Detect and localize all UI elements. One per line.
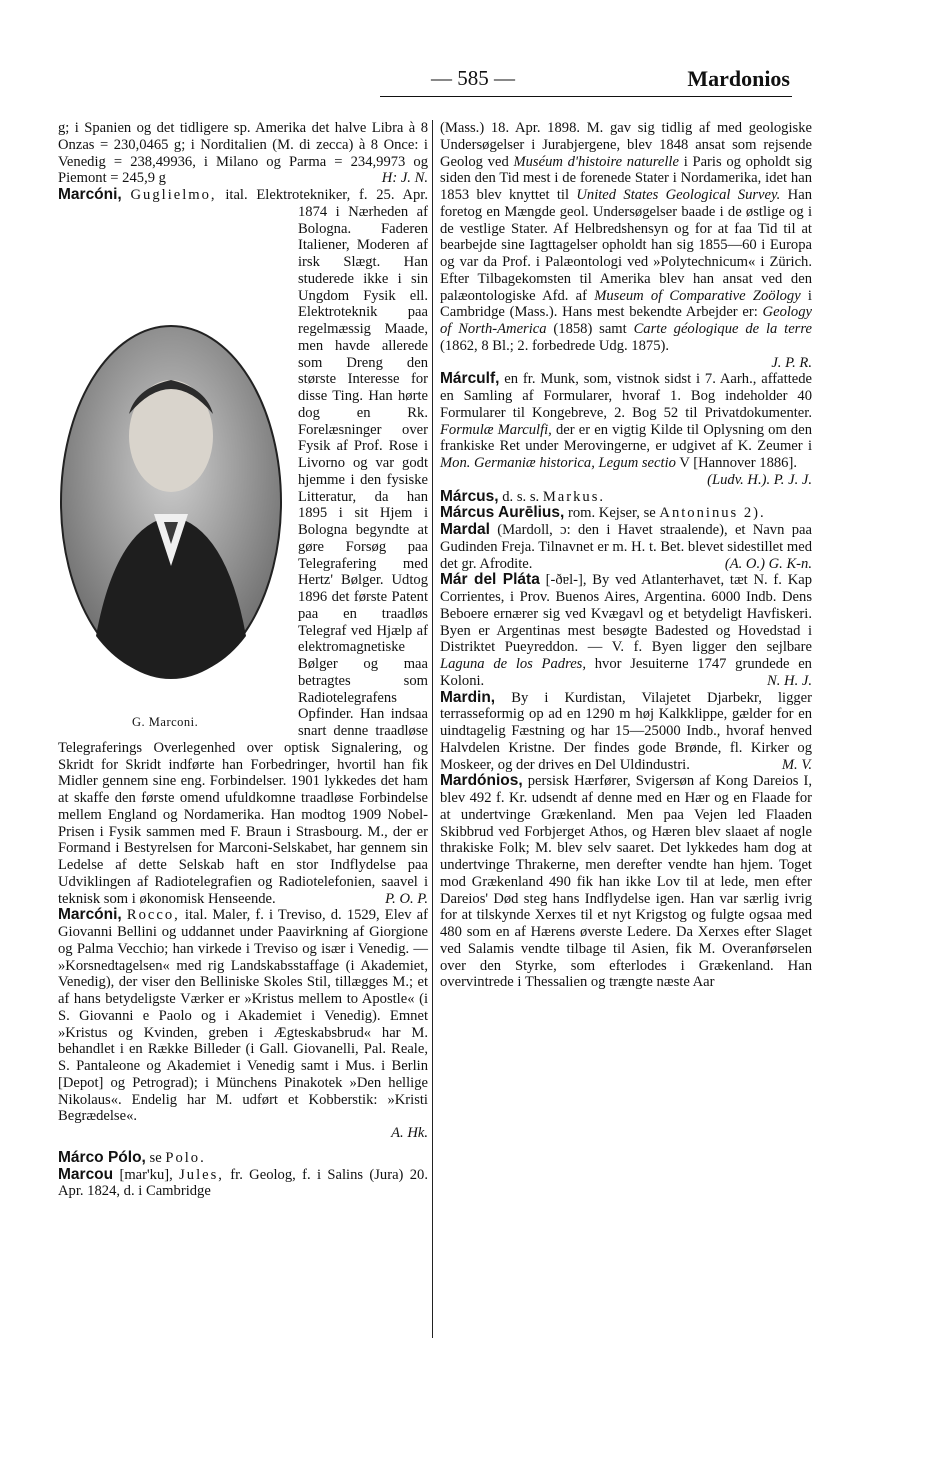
left-column xyxy=(58,120,428,1200)
entry-marcou: Marcou [mar'ku], Jules, fr. Geolog, f. i Salins (Jura) 20. Apr. 1824, d. i Cambridge xyxy=(58,1165,428,1200)
header-rule xyxy=(380,96,792,97)
signature: J. P. R. xyxy=(771,354,812,371)
page-number: — 585 — xyxy=(431,66,515,90)
portrait-caption: G. Marconi. xyxy=(132,714,199,729)
signature: (Ludv. H.). P. J. J. xyxy=(707,471,812,488)
signature: M. V. xyxy=(781,756,812,773)
entry-marculf: Márculf, en fr. Munk, som, vistnok sidst i 7. Aarh., affattede en Samling af Formularer, hvoraf 1. Bog indeholder 40 Formularer til Kongebreve, 2. Bog 52 til Privatdokumenter. Formulæ Marculfi, der er en vigtig Kilde til Oplysning om den frankiske Ret under Merovingerne, er udgivet af K. Zeumer i Mon. Germaniæ historica, Legum sectio V [Hannover 1886]. (Ludv. H.). P. J. J. xyxy=(440,370,813,488)
entry-marcou-continued: (Mass.) 18. Apr. 1898. M. gav sig tidlig af med geologiske Undersøgelser i Jurabjergene, blev 1848 ansat som rejsende Geolog ved Muséum d'histoire naturelle i Paris og opholdt sig siden den Tid mest i de forenede Stater i Nordamerika, idet han 1853 blev knyttet til United States Geological Survey. Han foretog en Mængde geol. Undersøgelser baade i de østlige og i de vestlige Stater. Af Helbredshensyn og for at faa Tid til at bearbejde sine Iagttagelser opholdt han sig 1855—60 i Europa og var da Prof. i Palæontologi ved »Polytechnicum« i Zürich. Efter Tilbagekomsten til Amerika blev han ansat ved den palæontologiske Afd. af Museum of Comparative Zoölogy i Cambridge (Mass.). Hans mest bekendte Arbejder er: Geology of North-America (1858) samt Carte géologique de la terre (1862, 8 Bl.; 2. forbedrede Udg. 1875). xyxy=(440,120,812,354)
portrait-photo xyxy=(56,276,286,708)
headword: Marcóni, xyxy=(58,186,122,203)
entry-marcus-aurelius: Márcus Aurēlius, rom. Kejser, se Antoninus 2). xyxy=(440,504,766,522)
running-head: Mardonios xyxy=(687,66,790,91)
headword: Márco Pólo, xyxy=(58,1148,146,1166)
entry-marcus: Márcus, d. s. s. Markus. xyxy=(440,487,606,505)
entry-mar-del-plata: Már del Pláta [-ðɐl-], By ved Atlanterhavet, tæt N. f. Kap Corrientes, i Prov. Buenos Aires, Argentina. 6000 Indb. Dens Beboere ernærer sig ved Kvægavl og et betydeligt Havfiskeri. Byen er Argentinas mest besøgte Badested og Hovedstad i Distriktet Pueyreddon. — V. f. Byen ligger den sejlbare Laguna de los Padres, hvor Jesuiterne 1747 grundede en Koloni. N. H. J. xyxy=(440,571,813,689)
signature: (A. O.) G. K-n. xyxy=(724,555,812,572)
headword: Mardal xyxy=(440,521,490,538)
headword: Mardin, xyxy=(440,688,496,706)
entry-marco-polo: Márco Pólo, se Polo. xyxy=(58,1148,206,1166)
entry-mardonios: Mardónios, persisk Hærfører, Svigersøn af Kong Dareios I, blev 492 f. Kr. udsendt af denne med en Hær og en Flaade for at undertvinge Grækenland. Men paa Vejen led Flaaden Skibbrud ved Forbjerget Athos, og Hæren blev slaaet af nogle thrakiske Folk; M. blev selv saaret. Det lykkedes ham dog at undertvinge Thrakerne, men derefter vendte han hjem. Toget mod Grækenland 490 fik han ikke Lov til at lede, men efter Dareios' Død steg hans Indflydelse igen. Han var særlig ivrig for at tilskynde Xerxes til et nyt Krigstog og fulgte ogsaa med 480 som en af Hærens øverste Ledere. Da Xerxes efter Slaget ved Salamis vendte tilbage til Asien, fik M. Overanførselen over den Styrke, som efterlodes i Grækenland. Han overvintrede i Thessalien og trængte næste Aar xyxy=(440,772,812,991)
headword: Márculf, xyxy=(440,370,500,388)
signature: P. O. P. xyxy=(385,890,428,907)
portrait-figure xyxy=(52,270,292,736)
right-column xyxy=(440,120,812,991)
column-divider xyxy=(432,120,433,1338)
entry-marconi-rocco: Marcóni, Rocco, ital. Maler, f. i Treviso, d. 1529, Elev af Giovanni Bellini og uddannet under Paavirkning af Giorgione og Palma Vecchio; han virkede i Treviso og især i Venedig. — »Korsnedtagelsen« med rig Landskabsstaffage (i Akademiet, Venedig), der viser den Belliniske Skoles Stil, tillægges M.; et af hans betydeligste Værker er »Kristus mellem to Apostle« (i S. Giovanni e Paolo og i Akademiet i Venedig). Emnet »Kristus og Kvinden, greben i Ægteskabsbrud« har M. behandlet i en Række Billeder (i Gall. Giovanelli, Pal. Reale, S. Pantaleone og Akademiet i Venedig samt i Mus. i Berlin [Depot] og Petrograd); i Münchens Pinakotek »Den hellige Nikolaus«. Endelig har M. udført et Kobberstik: »Kristi Begrædelse«. xyxy=(58,906,428,1125)
entry-marconi-guglielmo: Marcóni, Guglielmo, G. Marconi. ital. Elektrotekniker, f. 25. Apr. 1874 i Nærheden af Bologna. Faderen Italiener, Moderen af irsk Slægt. Han studerede ikke i sin Ungdom Fysik ell. Elektroteknik paa regelmæssig Maade, men havde allerede som Dreng den største Interesse for disse Ting. Han hørte dog en Rk. Forelæsninger over Fysik af Prof. Rose i Livorno og var godt hjemme i den fysiske Litteratur, da han 1895 i sit Hjem i Bologna begyndte at gøre Forsøg paa Telegrafering med Hertz' Bølger. Udtog 1896 det første Patent paa en traadløs Telegraf ved Hjælp af elektromagnetiske Bølger og maa betragtes som Radiotelegrafens Opfinder. Han indsaa snart denne traadløse Telegraferings Overlegenhed over optisk Signalering, og Skridt for Skridt indførte han Forbedringer, hvortil han fik Midler gennem sine eng. Forbindelser. 1901 lykkedes det ham at skaffe den første omend ufuldkomne traadløse Forbindelse mellem England og Nordamerika. Han modtog 1909 Nobel-Prisen i Fysik sammen med F. Braun i Strasbourg. M., der er Formand i Bestyrelsen for Marconi-Selskabet, har gennem sin Ledelse af dette Selskab haft en stor Indflydelse paa Udviklingen af Radiotelegrafien og Radiotelefonien, saavel i teknisk som i økonomisk Henseende. P. O. P. xyxy=(58,187,428,907)
headword: Márcus Aurēlius, xyxy=(440,504,565,522)
forename: Guglielmo, xyxy=(130,187,217,203)
forename: Rocco, xyxy=(126,907,180,924)
page-header xyxy=(46,62,790,96)
signature: A. Hk. xyxy=(391,1125,428,1141)
headword: Marcóni, xyxy=(58,906,122,924)
forename: Jules, xyxy=(179,1166,224,1183)
headword: Már del Pláta xyxy=(440,571,540,589)
entry-mardin: Mardin, By i Kurdistan, Vilajetet Djarbekr, ligger terrasseformig op ad en 1290 m høj Kalkklippe, gælder for en uindtagelig Fæstning og har 15—25000 Indb., hvoraf henved Halvdelen Kristne. Der findes gode Brønde, fl. Kirker og Moskeer, og der drives en Del Uldindustri. M. V. xyxy=(440,688,812,773)
headword: Marcou xyxy=(58,1165,114,1183)
entry-libra-continued: g; i Spanien og det tidligere sp. Amerika det halve Libra à 8 Onzas = 230,0465 g; i Norditalien (M. di zecca) à 8 Once: i Venedig = 238,49936, i Milano og Parma = 234,9973 og Piemont = 245,9 g H: J. N. xyxy=(58,120,428,187)
signature: N. H. J. xyxy=(767,672,812,689)
signature: H: J. N. xyxy=(381,170,428,187)
signature-line xyxy=(58,1125,428,1142)
signature-line xyxy=(440,355,812,372)
headword: Márcus, xyxy=(440,487,499,505)
entry-mardal: Mardal (Mardoll, ɔ: den i Havet straalende), et Navn paa Gudinden Freja. Tilnavnet er m. H. t. Bet. blevet sidestillet med det gr. Afrodite. (A. O.) G. K-n. xyxy=(440,521,812,572)
headword: Mardónios, xyxy=(440,772,523,790)
